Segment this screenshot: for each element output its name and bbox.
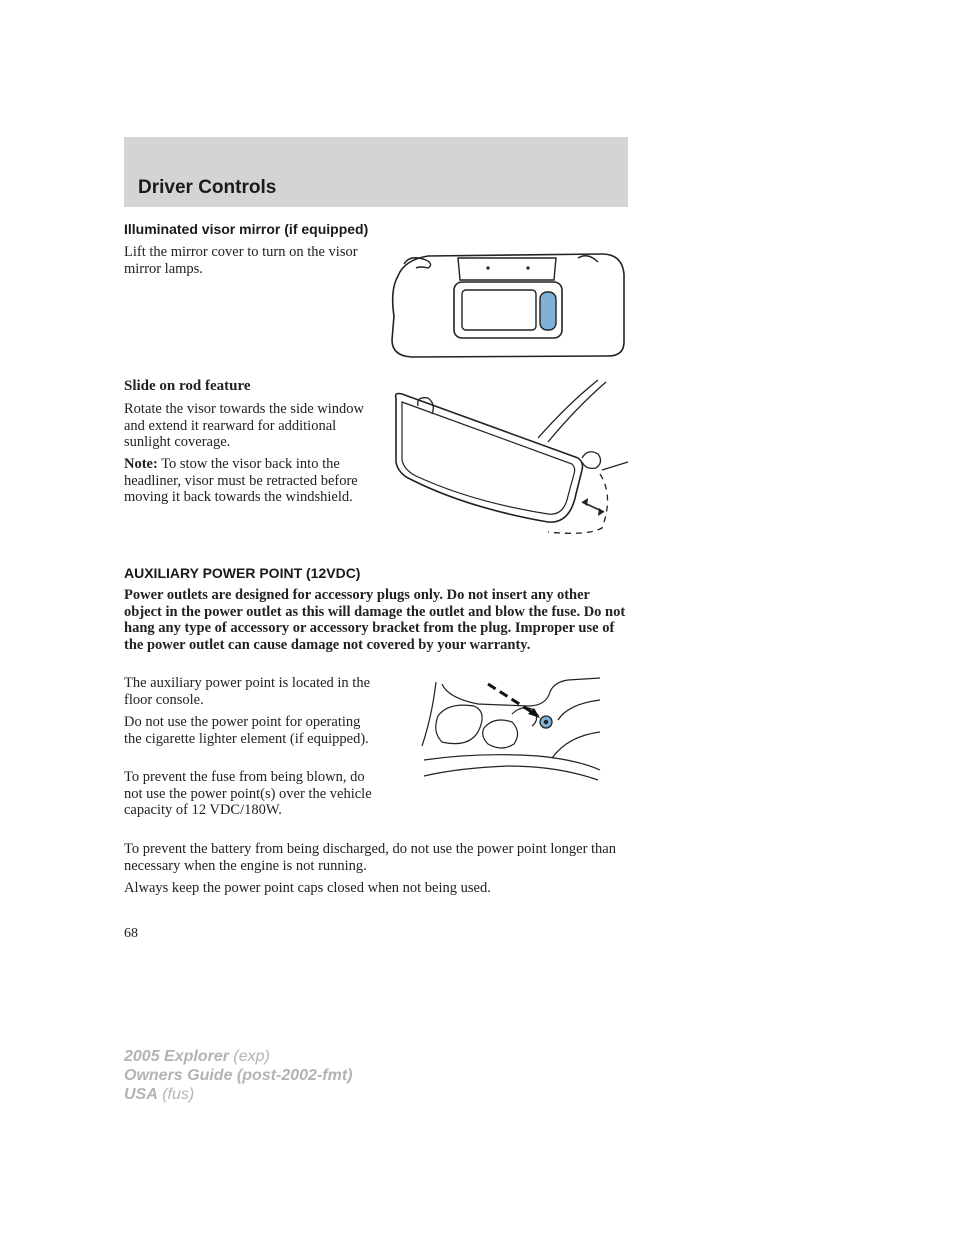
- section-header-band: [124, 137, 628, 207]
- note-label: Note:: [124, 456, 158, 472]
- visor-slide-rod-illustration: [388, 378, 630, 538]
- slide-rod-heading: Slide on rod feature: [124, 378, 251, 394]
- aux-power-location: The auxiliary power point is located in the floor console.: [124, 675, 371, 708]
- visor-lamp-icon: [540, 292, 556, 330]
- page-number: 68: [124, 926, 138, 941]
- visor-mirror-body: Lift the mirror cover to turn on the visor mirror lamps.: [124, 244, 358, 277]
- section-title: Driver Controls: [138, 177, 277, 198]
- aux-power-caps-note: Always keep the power point caps closed when not being used.: [124, 880, 491, 896]
- footer-line-2: Owners Guide (post-2002-fmt): [124, 1067, 353, 1084]
- note-text: To stow the visor back into the headliner, visor must be retracted before moving it back towards the windshield.: [124, 456, 358, 505]
- visor-mirror-heading: Illuminated visor mirror (if equipped): [124, 221, 369, 237]
- document-footer: [124, 1047, 352, 1104]
- footer-model: 2005 Explorer: [124, 1048, 229, 1065]
- visor-mirror-illustration: [388, 246, 630, 362]
- footer-model-code: (exp): [228, 1048, 270, 1065]
- aux-power-warning: [124, 587, 630, 653]
- footer-market: USA: [124, 1086, 158, 1103]
- slide-rod-body: Rotate the visor towards the side window and extend it rearward for additional sunlight coverage.: [124, 401, 365, 450]
- footer-market-code: (fus): [157, 1086, 195, 1103]
- aux-power-battery-caution: To prevent the battery from being discharged, do not use the power point longer than necessary when the engine is not running.: [124, 841, 616, 874]
- aux-power-heading: AUXILIARY POWER POINT (12VDC): [124, 565, 361, 581]
- slide-rod-note: [124, 456, 374, 506]
- footer-line-3: [124, 1085, 352, 1104]
- aux-power-lighter-caution: Do not use the power point for operating the cigarette lighter element (if equipped).: [124, 714, 369, 747]
- footer-line-1: [124, 1047, 352, 1066]
- warning-text: Power outlets are designed for accessory plugs only. Do not insert any other object in the power outlet as this will damage the outlet and blow the fuse. Do not hang any type of accessory or accessory bracket from the plug. Improper use of the power outlet can cause damage not covered by your warranty.: [124, 587, 626, 653]
- power-point-console-illustration: [418, 676, 602, 796]
- aux-power-fuse-caution: To prevent the fuse from being blown, do not use the power point(s) over the vehicle capacity of 12 VDC/180W.: [124, 769, 372, 818]
